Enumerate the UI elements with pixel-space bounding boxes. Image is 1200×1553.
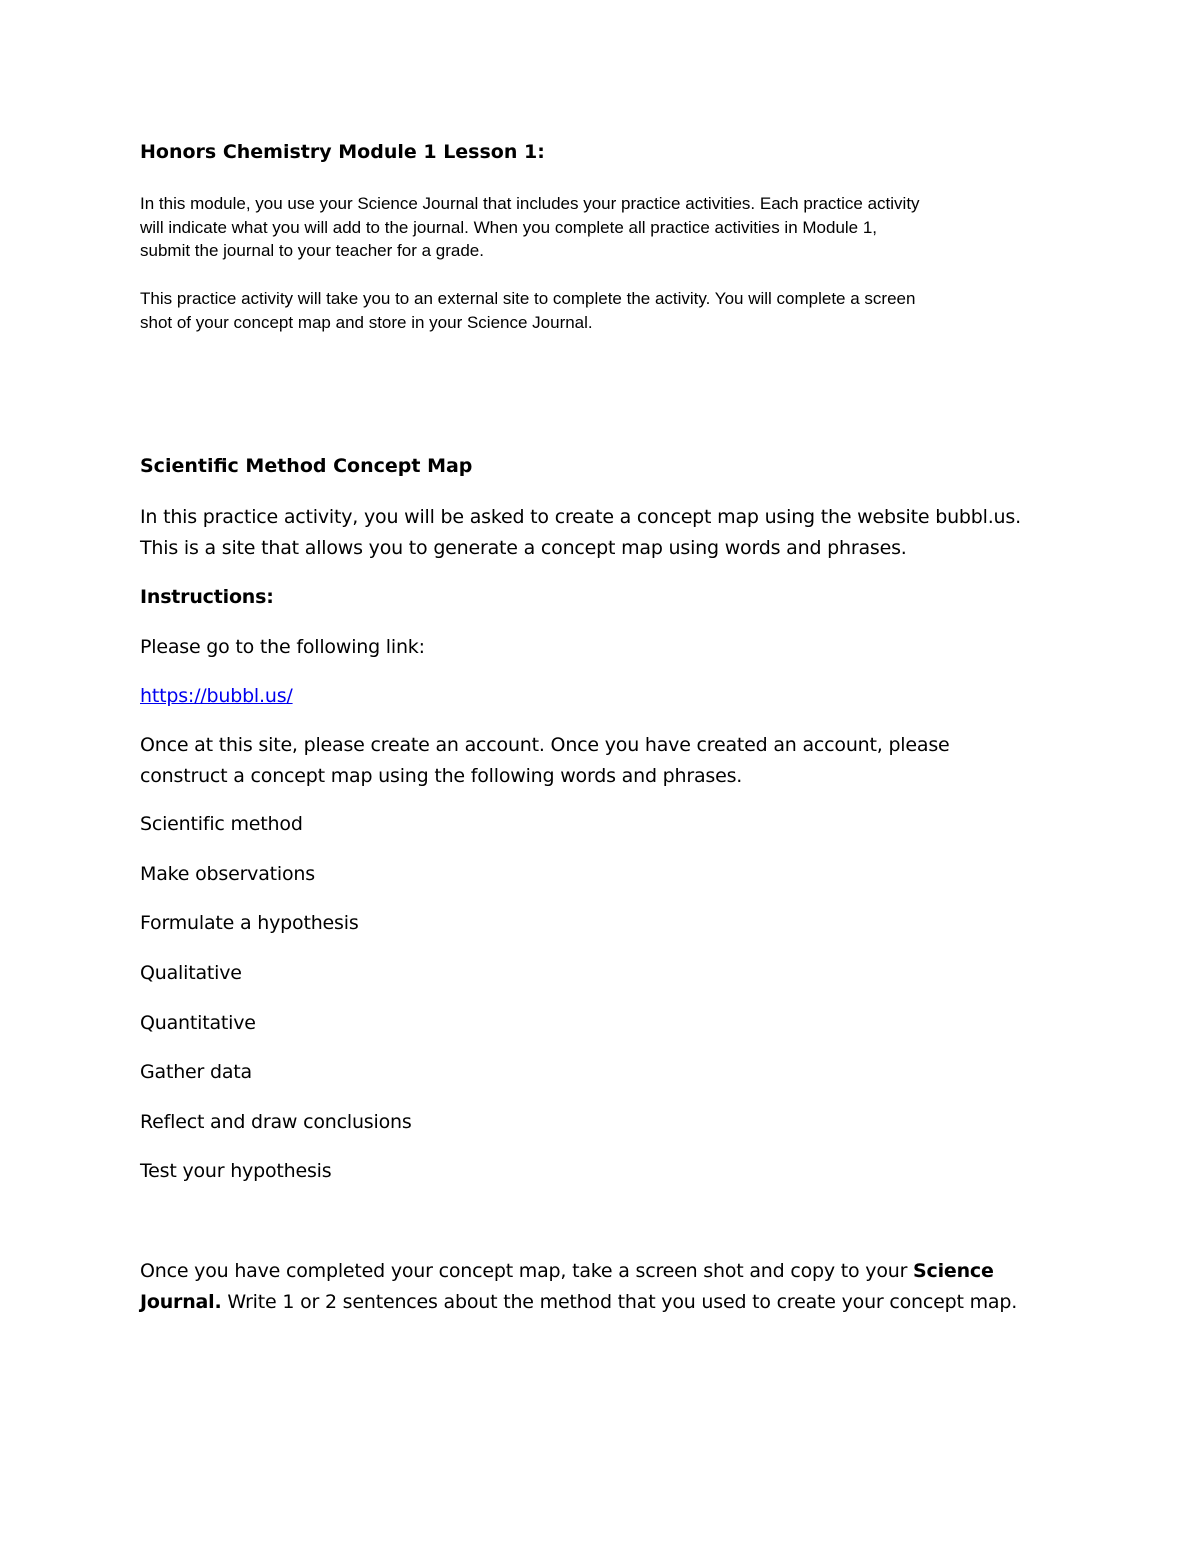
closing-line-2 (140, 1287, 1017, 1318)
intro-paragraph-1-line: submit the journal to your teacher for a grade. (140, 241, 484, 260)
journal-emphasis: Journal. (140, 1291, 222, 1313)
link-line (140, 681, 293, 712)
section-title: Scientific Method Concept Map (140, 455, 473, 477)
term-item: Qualitative (140, 962, 242, 984)
term-item: Make observations (140, 863, 315, 885)
closing-paragraph (140, 1256, 1017, 1318)
section-paragraph-line: In this practice activity, you will be asked to create a concept map using the website bubbl.us. (140, 506, 1021, 528)
intro-paragraph-1-line: In this module, you use your Science Journal that includes your practice activities. Each practice activity (140, 194, 920, 213)
section-paragraph (140, 502, 1021, 564)
term-item: Formulate a hypothesis (140, 912, 359, 934)
term-item: Scientific method (140, 813, 303, 835)
intro-paragraph-1 (140, 192, 920, 263)
link-prompt: Please go to the following link: (140, 636, 425, 658)
account-paragraph-line: Once at this site, please create an account. Once you have created an account, please (140, 734, 950, 756)
instructions-heading: Instructions: (140, 586, 274, 608)
account-paragraph-line: construct a concept map using the following words and phrases. (140, 765, 743, 787)
term-item: Gather data (140, 1061, 252, 1083)
intro-paragraph-2-line: This practice activity will take you to an external site to complete the activity. You will complete a screen (140, 289, 916, 308)
term-item: Reflect and draw conclusions (140, 1111, 412, 1133)
section-paragraph-line: This is a site that allows you to generate a concept map using words and phrases. (140, 537, 907, 559)
intro-paragraph-2-line: shot of your concept map and store in your Science Journal. (140, 312, 593, 332)
closing-line-1-text: Once you have completed your concept map, take a screen shot and copy to your (140, 1260, 914, 1282)
science-journal-emphasis: Science (913, 1260, 994, 1282)
term-item: Test your hypothesis (140, 1160, 332, 1182)
bubbl-us-link[interactable]: https://bubbl.us/ (140, 685, 293, 707)
closing-line-1 (140, 1256, 1017, 1287)
intro-paragraph-1-line: will indicate what you will add to the journal. When you complete all practice activities in Module 1, (140, 217, 878, 237)
document-title: Honors Chemistry Module 1 Lesson 1: (140, 141, 545, 163)
term-item: Quantitative (140, 1012, 256, 1034)
closing-line-2-text: Write 1 or 2 sentences about the method that you used to create your concept map. (221, 1291, 1018, 1313)
account-paragraph (140, 730, 950, 792)
intro-paragraph-2 (140, 287, 915, 334)
